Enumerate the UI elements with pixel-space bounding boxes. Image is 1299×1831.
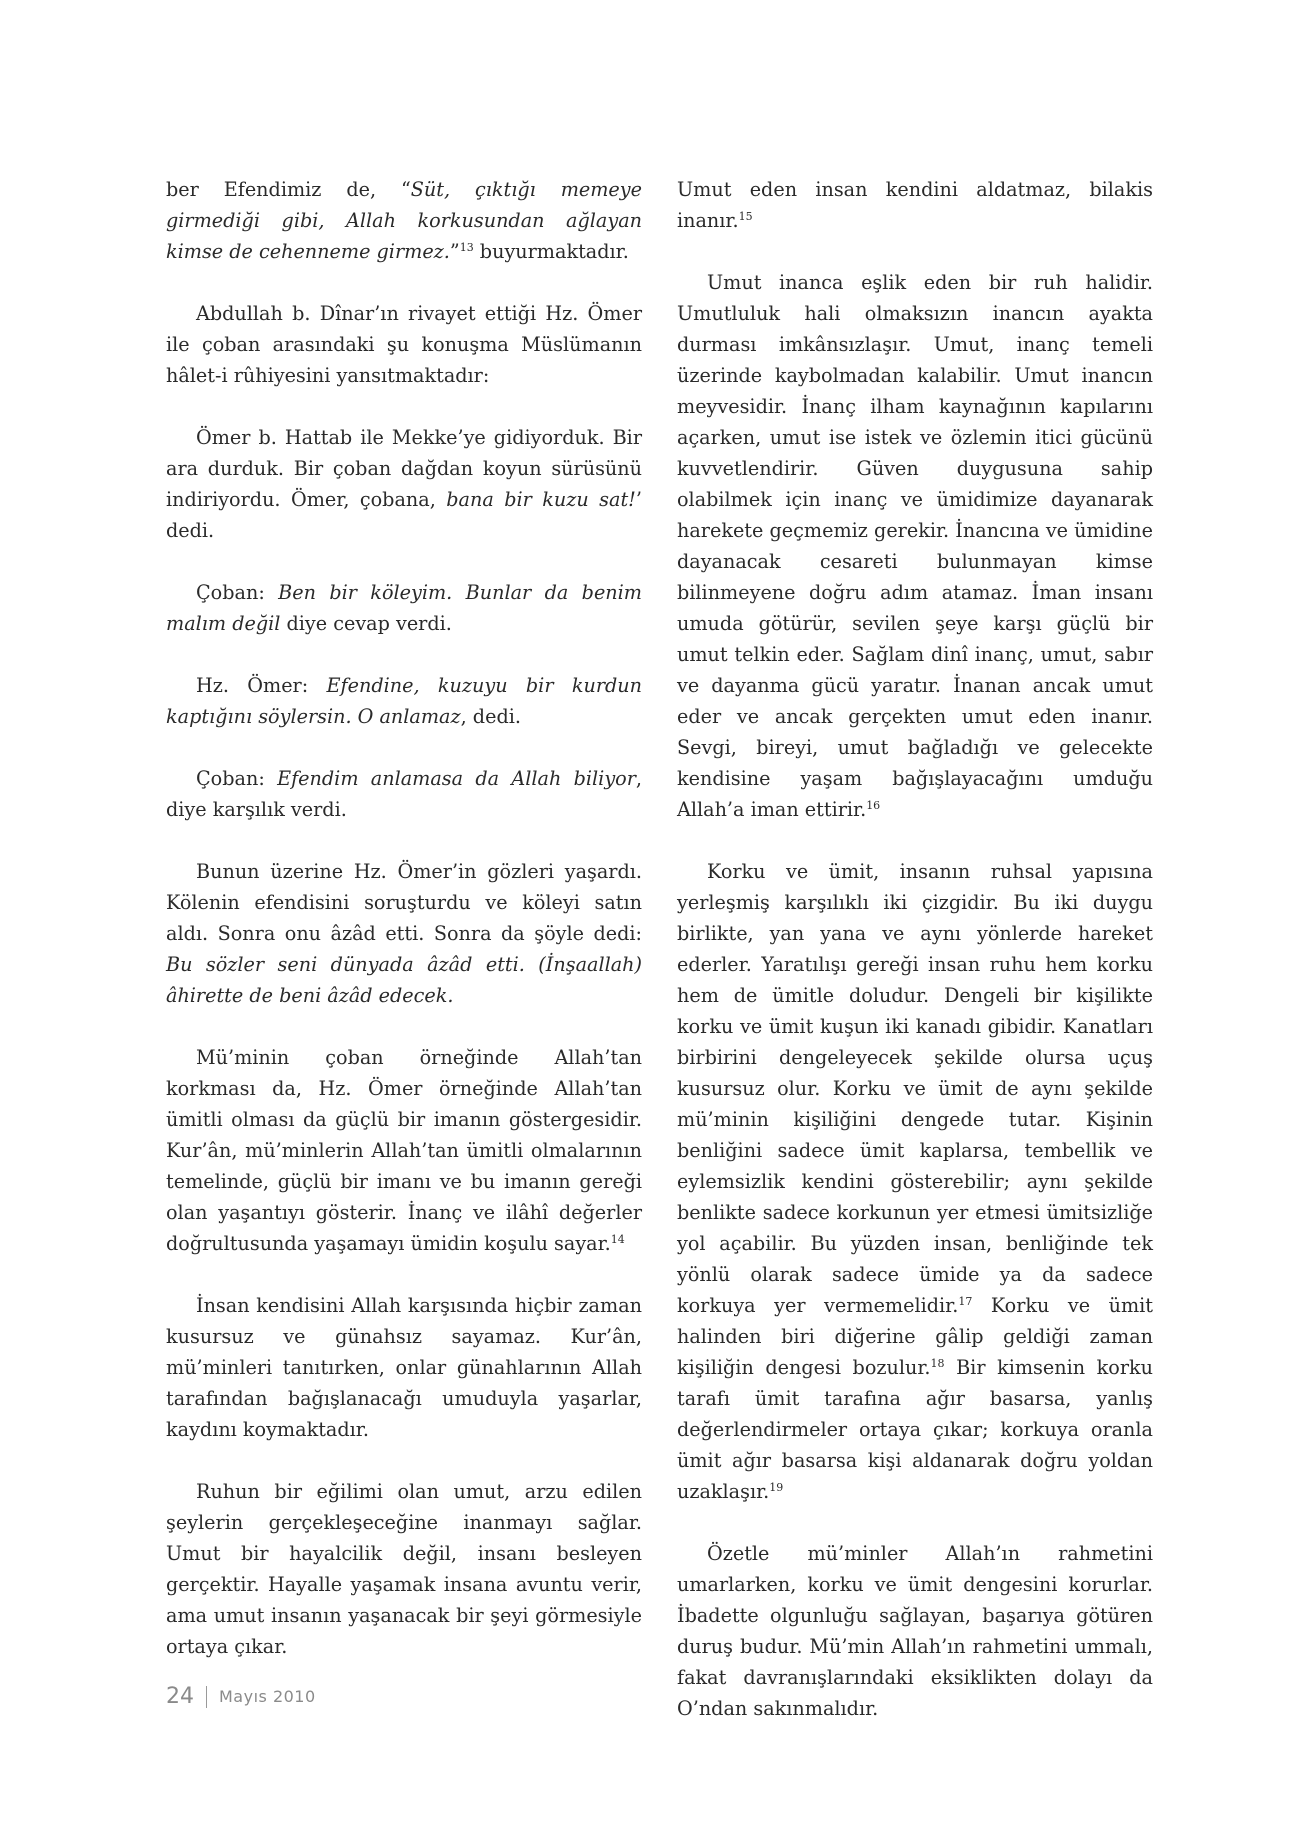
paragraph: [166, 174, 642, 267]
text-run: Mü’minin çoban örneğinde Allah’tan korkması da, Hz. Ömer örneğinde Allah’tan ümitli olması da güçlü bir imanın göstergesidir. Kur’ân, mü’minlerin Allah’tan ümitli olmalarının temelinde, güçlü bir imanı ve bu imanın gereği olan yaşantıyı gösterir. İnanç ve ilâhî değerler doğrultusunda yaşamayı ümidin koşulu sayar.: [166, 1046, 642, 1255]
text-run: Özetle mü’minler Allah’ın rahmetini umarlarken, korku ve ümit dengesini korurlar. İbadette olgunluğu sağlayan, başarıya götüren duruş budur. Mü’min Allah’ın rahmetini ummalı, fakat davranışlarındaki eksiklikten dolayı da O’ndan sakınmalıdır.: [677, 1542, 1153, 1720]
text-run: buyurmaktadır.: [473, 240, 629, 263]
footnote-marker: 19: [769, 1481, 784, 1494]
paragraph: [677, 856, 1153, 1507]
paragraph: [166, 1290, 642, 1445]
italic-text: Efendine, kuzuyu bir kurdun kaptığını söylersin. O anlamaz: [166, 674, 642, 728]
paragraph: [677, 267, 1153, 825]
text-run: Bunun üzerine Hz. Ömer’in gözleri yaşardı. Kölenin efendisini soruşturdu ve köleyi satın aldı. Sonra onu âzâd etti. Sonra da şöyle dedi:: [166, 860, 642, 945]
text-run: Korku ve ümit halinden biri diğerine gâlip geldiği zaman kişiliğin dengesi bozulur.: [677, 1294, 1153, 1379]
text-run: Ruhun bir eğilimi olan umut, arzu edilen şeylerin gerçekleşeceğine inanmayı sağlar. Umut bir hayalcilik değil, insanı besleyen gerçektir. Hayalle yaşamak insana avuntu verir, ama umut insanın yaşanacak bir şeyi görmesiyle ortaya çıkar.: [166, 1480, 642, 1658]
italic-text: Ben bir köleyim. Bunlar da benim malım değil: [166, 581, 642, 635]
text-run: ’ dedi.: [166, 488, 642, 542]
paragraph: [166, 763, 642, 825]
paragraph: [166, 298, 642, 391]
text-run: Bir kimsenin korku tarafı ümit tarafına ağır basarsa, yanlış değerlendirmeler ortaya çıkar; korkuya oranla ümit ağır basarsa kişi aldanarak doğru yoldan uzaklaşır.: [677, 1356, 1153, 1503]
text-run: Çoban:: [196, 767, 278, 790]
paragraph: [677, 174, 1153, 236]
footnote-marker: 15: [738, 210, 753, 223]
text-run: İnsan kendisini Allah karşısında hiçbir zaman kusursuz ve günahsız sayamaz. Kur’ân, mü’minleri tanıtırken, onlar günahlarının Allah tarafından bağışlanacağı umuduyla yaşarlar, kaydını koymaktadır.: [166, 1294, 642, 1441]
right-column: [677, 174, 1153, 1755]
paragraph: [166, 856, 642, 1011]
footnote-marker: 14: [610, 1233, 625, 1246]
paragraph: [166, 670, 642, 732]
text-run: ”: [449, 240, 460, 263]
text-run: Hz. Ömer:: [196, 674, 327, 697]
page-number: 24: [166, 1684, 194, 1709]
footer-divider: [206, 1686, 207, 1708]
text-run: , diye karşılık verdi.: [166, 767, 642, 821]
paragraph: [166, 422, 642, 546]
footnote-marker: 18: [930, 1357, 945, 1370]
left-column: [166, 174, 642, 1693]
text-run: Ömer b. Hattab ile Mekke’ye gidiyorduk. Bir ara durduk. Bir çoban dağdan koyun sürüsünü indiriyordu. Ömer, çobana,: [166, 426, 642, 511]
text-run: Abdullah b. Dînar’ın rivayet ettiği Hz. Ömer ile çoban arasındaki şu konuşma Müslümanın hâlet-i rûhiyesini yansıtmaktadır:: [166, 302, 642, 387]
issue-date: Mayıs 2010: [219, 1687, 316, 1706]
footnote-marker: 17: [958, 1295, 973, 1308]
paragraph: [166, 1476, 642, 1662]
paragraph: [166, 1042, 642, 1259]
text-run: Korku ve ümit, insanın ruhsal yapısına yerleşmiş karşılıklı iki çizgidir. Bu iki duygu birlikte, yan yana ve aynı yönlerde hareket ederler. Yaratılışı gereği insan ruhu hem korku hem de ümitle doludur. Dengeli bir kişilikte korku ve ümit kuşun iki kanadı gibidir. Kanatları birbirini dengeleyecek şekilde olursa uçuş kusursuz olur. Korku ve ümit de aynı şekilde mü’minin kişiliğini dengede tutar. Kişinin benliğini sadece ümit kaplarsa, tembellik ve eylemsizlik kendini gösterebilir; aynı şekilde benlikte sadece korkunun yer etmesi ümitsizliğe yol açabilir. Bu yüzden insan, benliğinde tek yönlü olarak sadece ümide ya da sadece korkuya yer vermemelidir.: [677, 860, 1153, 1317]
paragraph: [677, 1538, 1153, 1724]
text-run: Umut eden insan kendini aldatmaz, bilakis inanır.: [677, 178, 1153, 232]
paragraph: [166, 577, 642, 639]
italic-text: Bu sözler seni dünyada âzâd etti. (İnşaallah) âhirette de beni âzâd edecek.: [166, 953, 642, 1007]
page-footer: [166, 1684, 316, 1709]
italic-text: Efendim anlamasa da Allah biliyor: [277, 767, 636, 790]
text-run: Çoban:: [196, 581, 279, 604]
text-run: , dedi.: [460, 705, 521, 728]
text-run: Umut inanca eşlik eden bir ruh halidir. Umutluluk hali olmaksızın inancın ayakta durması imkânsızlaşır. Umut, inanç temeli üzerinde kaybolmadan kalabilir. Umut inancın meyvesidir. İnanç ilham kaynağının kapılarını açarken, umut ise istek ve özlemin itici gücünü kuvvetlendirir. Güven duygusuna sahip olabilmek için inanç ve ümidimize dayanarak harekete geçmemiz gerekir. İnancına ve ümidine dayanacak cesareti bulunmayan kimse bilinmeyene doğru adım atamaz. İman insanı umuda götürür, sevilen şeye karşı güçlü bir umut telkin eder. Sağlam dinî inanç, umut, sabır ve dayanma gücü yaratır. İnanan ancak umut eder ve ancak gerçekten umut eden inanır. Sevgi, bireyi, umut bağladığı ve gelecekte kendisine yaşam bağışlayacağını umduğu Allah’a iman ettirir.: [677, 271, 1153, 821]
italic-text: Süt, çıktığı memeye girmediği gibi, Allah korkusundan ağlayan kimse de cehenneme girmez.: [166, 178, 642, 263]
footnote-marker: 16: [866, 799, 881, 812]
text-run: diye cevap verdi.: [280, 612, 452, 635]
italic-text: bana bir kuzu sat!: [446, 488, 636, 511]
text-run: ber Efendimiz de, “: [166, 178, 411, 201]
footnote-marker: 13: [459, 241, 474, 254]
